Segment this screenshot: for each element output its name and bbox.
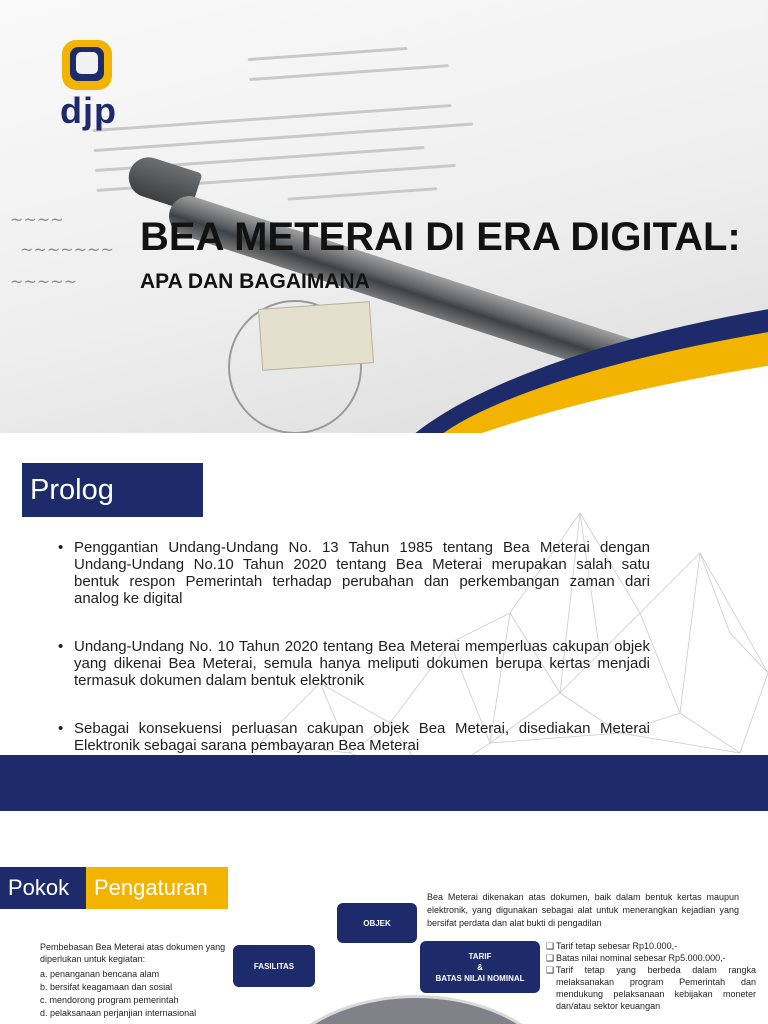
list-text: Tarif tetap yang berbeda dalam rangka melaksanakan program Pemerintah dan mendukung pelaksanaan kebijakan moneter dan/atau sektor keuangan [556,965,756,1011]
node-label: OBJEK [363,918,391,928]
text-line [288,187,438,200]
footer-bar [0,755,768,811]
text-line [248,47,408,61]
node-objek [337,903,417,943]
checkbox-icon: ❑ [546,965,555,975]
node-label: FASILITAS [253,961,295,971]
text-line [249,64,449,81]
handwriting: ~~~~~ [10,272,78,291]
section-heading-prolog: Prolog [22,463,203,517]
node-label: & [477,962,483,972]
list-item [58,720,650,754]
list-text: Batas nilai nominal sebesar Rp5.000.000,- [556,953,726,963]
handwriting: ~~~~~~~ [20,240,114,259]
bullet-icon: • [58,720,64,737]
list-item [546,964,756,1012]
slide-subtitle: APA DAN BAGAIMANA [140,270,370,293]
djp-logo-text: djp [60,90,117,131]
list-item [58,539,650,607]
tarif-list [546,940,756,1012]
list-item: b. bersifat keagamaan dan sosial [40,982,173,992]
node-label: BATAS NILAI NOMINAL [435,973,525,983]
title-slide [0,0,768,433]
bullet-text: Penggantian Undang-Undang No. 13 Tahun 1985 tentang Bea Meterai dengan Undang-Undang No.10 Tahun 2020 tentang Bea Meterai merupakan salah satu bentuk respon Pemerintah terhadap perubahan dan perkembangan zaman dari analog ke digital [74,539,650,607]
node-tarif [420,941,540,993]
section-heading-pokok: Pokok [0,867,86,909]
list-text: Tarif tetap sebesar Rp10.000,- [556,941,678,951]
checkbox-icon: ❑ [546,953,555,963]
list-item: c. mendorong program pemerintah [40,995,179,1005]
list-item [58,638,650,689]
section-heading-pengaturan: Pengaturan [86,867,228,909]
prolog-slide [0,433,768,811]
list-item: a. penanganan bencana alam [40,969,160,979]
fasilitas-list [40,968,196,1020]
slide-title: BEA METERAI DI ERA DIGITAL: [140,215,741,259]
bullet-text: Sebagai konsekuensi perluasan cakupan objek Bea Meterai, disediakan Meterai Elektronik sebagai sarana pembayaran Bea Meterai [74,720,650,754]
diagram-circle [263,995,569,1024]
prolog-bullet-list [58,539,650,785]
djp-logo-cut [76,52,98,74]
node-label: TARIF [468,951,492,961]
bullet-icon: • [58,638,64,655]
bullet-icon: • [58,539,64,556]
list-item [546,940,756,952]
objek-description: Bea Meterai dikenakan atas dokumen, baik dalam bentuk kertas maupun elektronik, yang digunakan sebagai alat untuk menerangkan kejadian yang bersifat perdata dan alat bukti di pengadilan [427,892,739,928]
node-fasilitas [233,945,315,987]
pokok-pengaturan-slide [0,855,768,1024]
list-item: d. pelaksanaan perjanjian internasional [40,1008,197,1018]
bullet-text: Undang-Undang No. 10 Tahun 2020 tentang Bea Meterai memperluas cakupan objek yang dikenai Bea Meterai, semula hanya meliputi dokumen berupa kertas menjadi termasuk dokumen dalam bentuk elektronik [74,638,650,689]
meterai-stamp [258,301,374,371]
handwriting: ~~~~ [10,210,64,229]
fasilitas-title: Pembebasan Bea Meterai atas dokumen yang diperlukan untuk kegiatan: [40,942,226,964]
list-item [546,952,756,964]
checkbox-icon: ❑ [546,941,555,951]
